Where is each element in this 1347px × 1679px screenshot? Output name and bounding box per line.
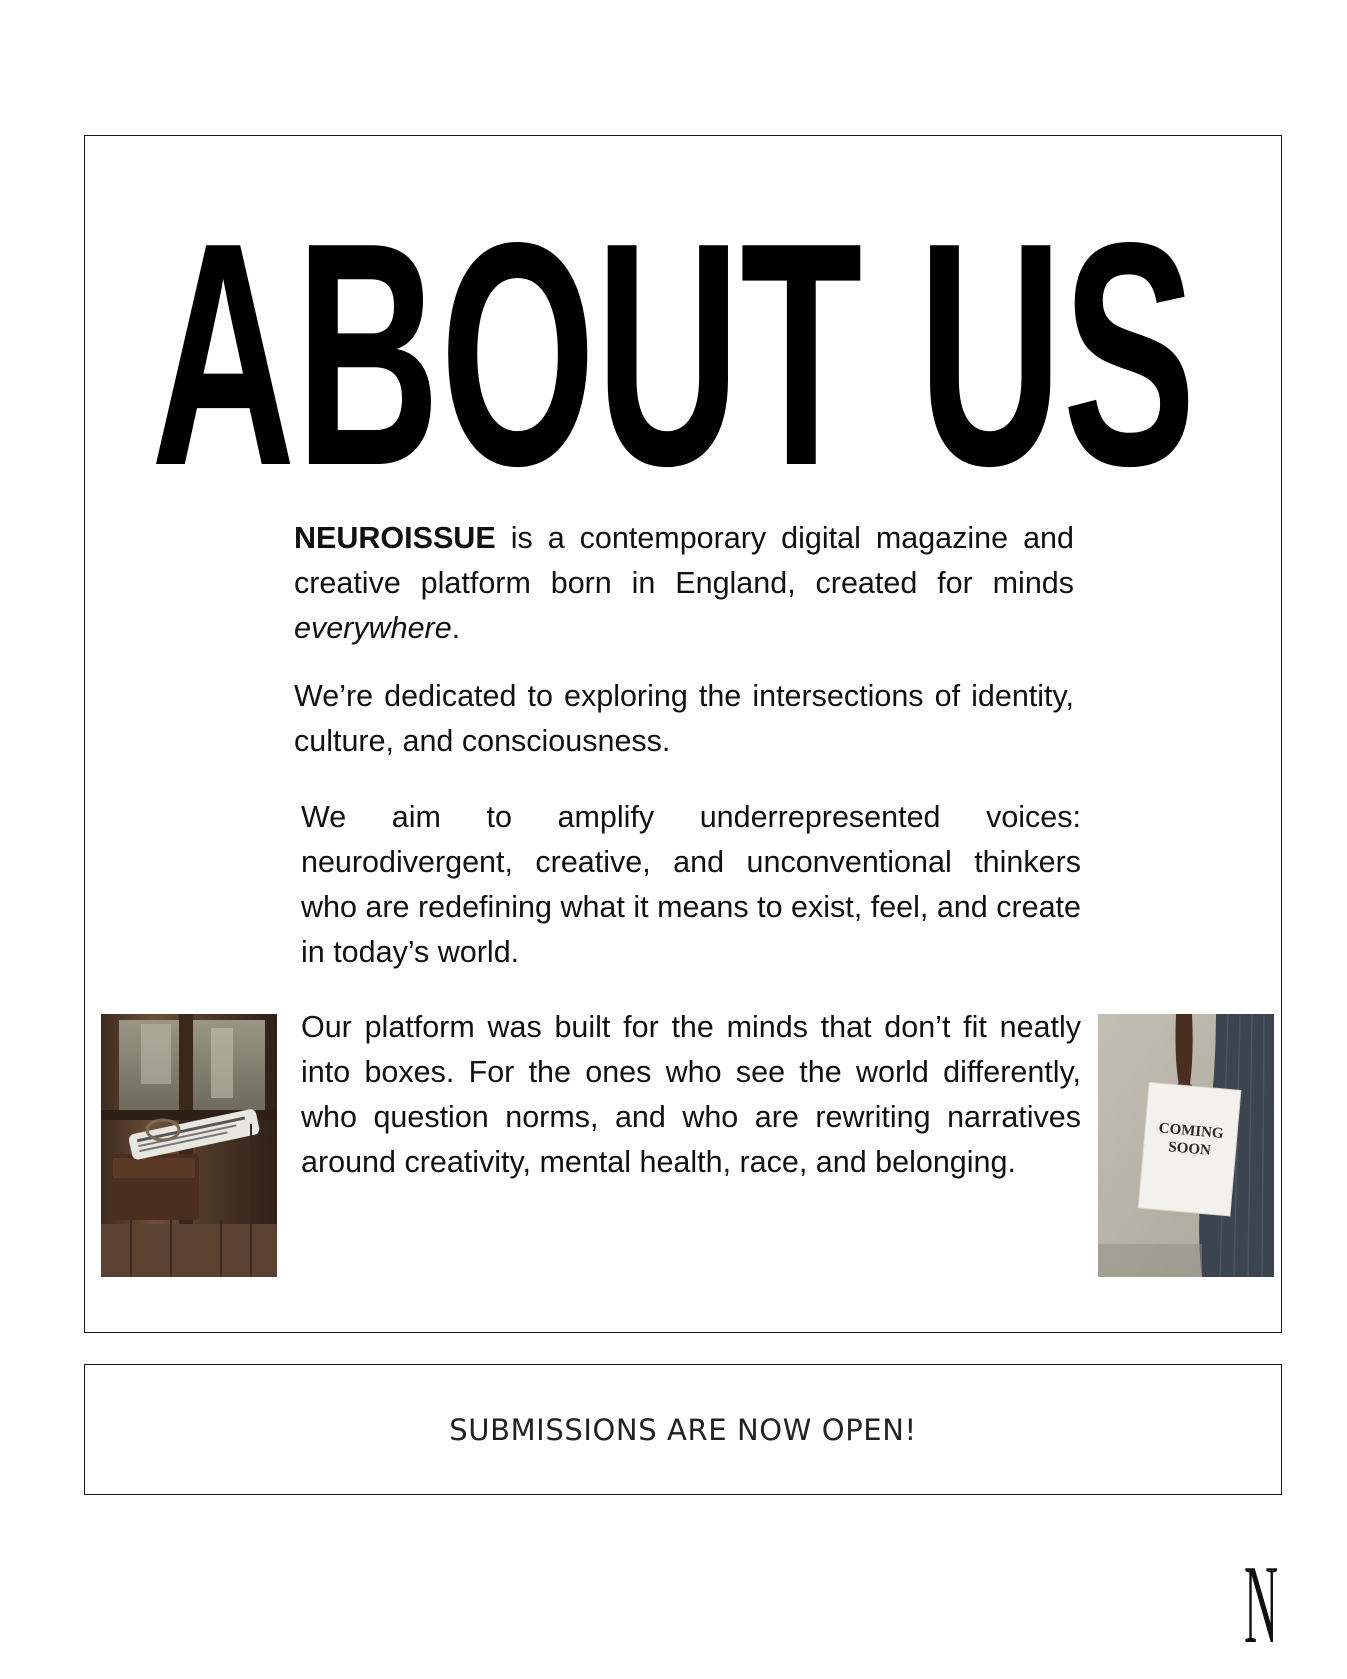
- intro-text: is a contemporary digital magazine and creative platform born in England, created for minds: [294, 521, 1074, 600]
- newspaper-in-door-image: [101, 1014, 277, 1277]
- brand-monogram-logo: [1244, 1543, 1278, 1667]
- coming-soon-photo: [1098, 1014, 1274, 1277]
- coming-soon-image: [1098, 1014, 1274, 1277]
- submissions-label: SUBMISSIONS ARE NOW OPEN!: [449, 1412, 917, 1447]
- intro-paragraph: [294, 516, 1074, 651]
- brand-monogram-svg: [1244, 1543, 1278, 1667]
- page-title-svg: [0, 177, 1347, 532]
- newspaper-door-photo: [101, 1014, 277, 1277]
- platform-paragraph: Our platform was built for the minds that don’t fit neatly into boxes. For the ones who see the world differently, who question norms, and who are rewriting narratives around creativity, mental health, race, and belonging.: [301, 1010, 1081, 1179]
- intro-emphasis: everywhere: [294, 611, 452, 645]
- voices-paragraph: We aim to amplify underrepresented voices: neurodivergent, creative, and unconventional thinkers who are redefining what it means to exist, feel, and create in today’s world.: [301, 800, 1081, 969]
- sign-line-2: SOON: [1167, 1139, 1212, 1159]
- page-title: [0, 177, 1347, 532]
- submissions-banner[interactable]: [84, 1364, 1282, 1495]
- brand-name: NEUROISSUE: [294, 521, 496, 555]
- brand-monogram-text: N: [1244, 1543, 1278, 1667]
- page-title-text: ABOUT US: [151, 177, 1196, 532]
- mission-paragraph: We’re dedicated to exploring the intersections of identity, culture, and consciousness.: [294, 679, 1074, 758]
- intro-end: .: [451, 611, 461, 645]
- sign-line-1: COMING: [1158, 1120, 1225, 1143]
